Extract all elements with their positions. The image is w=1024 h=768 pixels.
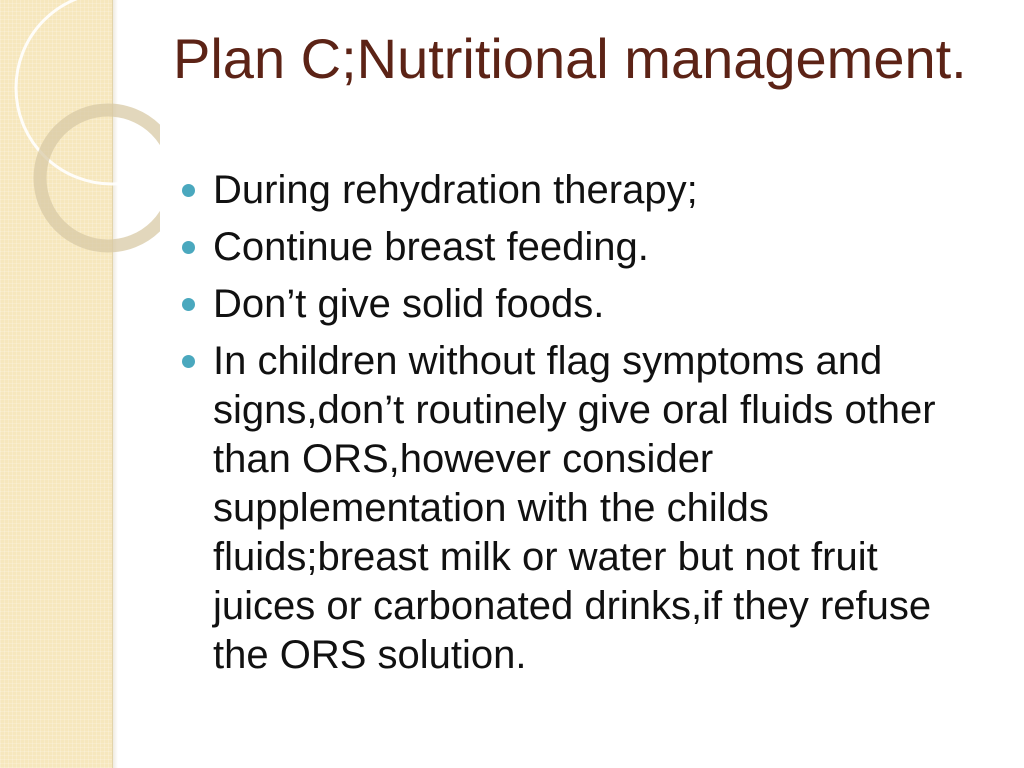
bullet-dot-icon <box>182 184 195 197</box>
bullet-item <box>180 166 990 215</box>
bullet-list <box>180 166 990 688</box>
bullet-item <box>180 337 990 680</box>
bullet-item <box>180 223 990 272</box>
slide-title: Plan C;Nutritional management. <box>173 27 967 90</box>
decorative-circles <box>0 0 160 260</box>
bullet-dot-icon <box>182 298 195 311</box>
bullet-text: Continue breast feeding. <box>213 225 649 269</box>
bullet-dot-icon <box>182 355 195 368</box>
bullet-text: Don’t give solid foods. <box>213 282 605 326</box>
bullet-text: During rehydration therapy; <box>213 168 698 212</box>
bullet-text: In children without flag symptoms and signs,don’t routinely give oral fluids other than ORS,however consider supplementation with the childs fluids;breast milk or water but not fruit juices or carbonated drinks,if they refuse the ORS solution. <box>213 339 936 677</box>
bullet-dot-icon <box>182 241 195 254</box>
bullet-item <box>180 280 990 329</box>
